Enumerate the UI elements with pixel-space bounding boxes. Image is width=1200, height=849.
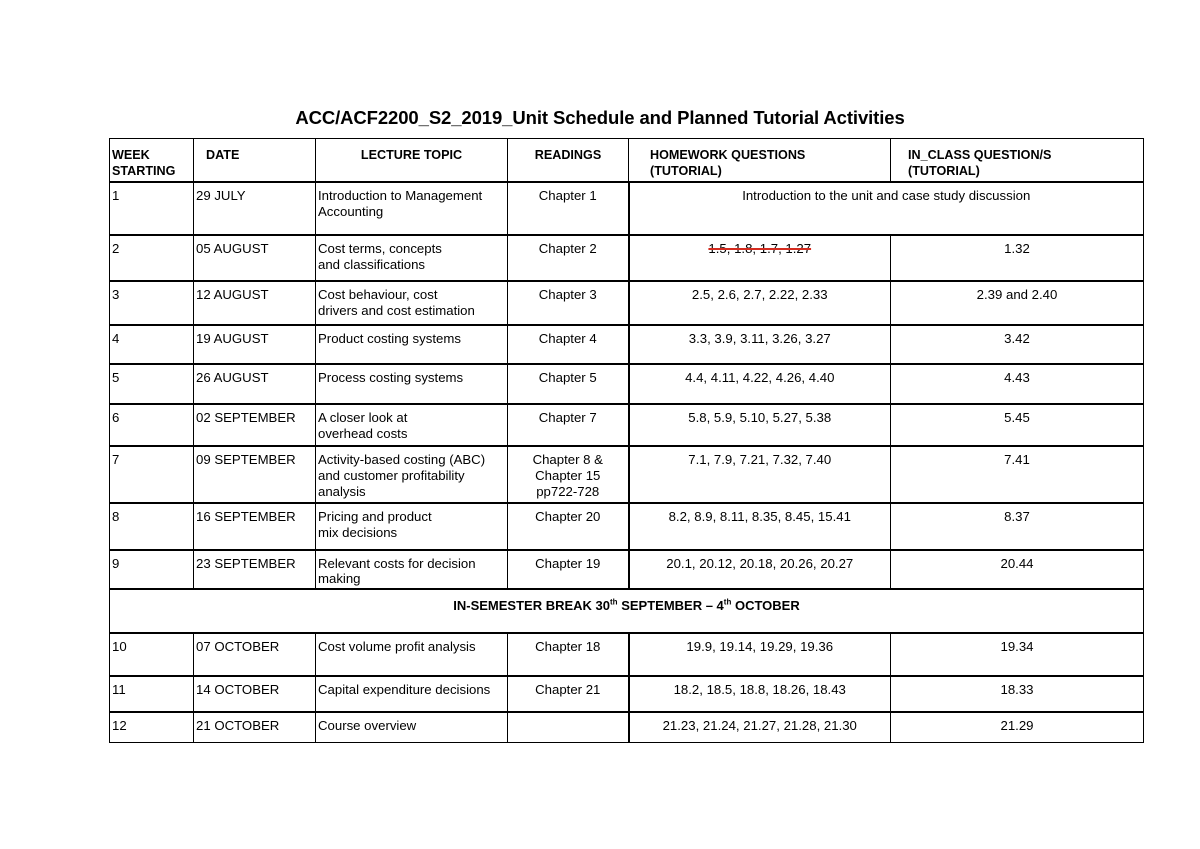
header-inclass: IN_CLASS QUESTION/S (TUTORIAL) xyxy=(891,139,1144,183)
date-cell: 23 SEPTEMBER xyxy=(194,550,316,589)
table-row xyxy=(110,633,1144,676)
week-cell: 6 xyxy=(110,404,194,446)
homework-cell: 7.1, 7.9, 7.21, 7.32, 7.40 xyxy=(629,446,891,503)
week-cell: 12 xyxy=(110,712,194,742)
homework-cell: 19.9, 19.14, 19.29, 19.36 xyxy=(629,633,891,676)
readings-cell: Chapter 8 & Chapter 15 pp722-728 xyxy=(508,446,629,503)
topic-cell: Capital expenditure decisions xyxy=(316,676,508,712)
homework-cell: 18.2, 18.5, 18.8, 18.26, 18.43 xyxy=(629,676,891,712)
inclass-cell: 7.41 xyxy=(891,446,1144,503)
inclass-cell: 8.37 xyxy=(891,503,1144,550)
date-cell: 29 JULY xyxy=(194,182,316,235)
topic-cell: Process costing systems xyxy=(316,364,508,404)
date-cell: 14 OCTOBER xyxy=(194,676,316,712)
header-lecture-topic: LECTURE TOPIC xyxy=(316,139,508,183)
homework-cell: 3.3, 3.9, 3.11, 3.26, 3.27 xyxy=(629,325,891,364)
table-row xyxy=(110,676,1144,712)
homework-cell: 20.1, 20.12, 20.18, 20.26, 20.27 xyxy=(629,550,891,589)
week-cell: 5 xyxy=(110,364,194,404)
week-cell: 9 xyxy=(110,550,194,589)
homework-cell: 8.2, 8.9, 8.11, 8.35, 8.45, 15.41 xyxy=(629,503,891,550)
inclass-cell: 5.45 xyxy=(891,404,1144,446)
topic-cell: Cost behaviour, cost drivers and cost estimation xyxy=(316,281,508,325)
date-cell: 16 SEPTEMBER xyxy=(194,503,316,550)
homework-cell: 4.4, 4.11, 4.22, 4.26, 4.40 xyxy=(629,364,891,404)
topic-cell: Pricing and product mix decisions xyxy=(316,503,508,550)
inclass-cell: 18.33 xyxy=(891,676,1144,712)
unit-schedule-table xyxy=(109,138,1144,743)
merged-activity-cell: Introduction to the unit and case study discussion xyxy=(629,182,1144,235)
readings-cell: Chapter 2 xyxy=(508,235,629,281)
topic-cell: Course overview xyxy=(316,712,508,742)
readings-cell xyxy=(508,712,629,742)
table-row xyxy=(110,712,1144,742)
date-cell: 07 OCTOBER xyxy=(194,633,316,676)
table-row xyxy=(110,404,1144,446)
topic-cell: Cost terms, concepts and classifications xyxy=(316,235,508,281)
week-cell: 1 xyxy=(110,182,194,235)
week-cell: 11 xyxy=(110,676,194,712)
inclass-cell: 2.39 and 2.40 xyxy=(891,281,1144,325)
week-cell: 10 xyxy=(110,633,194,676)
date-cell: 19 AUGUST xyxy=(194,325,316,364)
header-row xyxy=(110,139,1144,183)
header-week: WEEK STARTING xyxy=(110,139,194,183)
inclass-cell: 3.42 xyxy=(891,325,1144,364)
homework-cell xyxy=(629,235,891,281)
date-cell: 05 AUGUST xyxy=(194,235,316,281)
table-row xyxy=(110,281,1144,325)
table-row xyxy=(110,182,1144,235)
homework-cell: 2.5, 2.6, 2.7, 2.22, 2.33 xyxy=(629,281,891,325)
topic-cell: Relevant costs for decision making xyxy=(316,550,508,589)
week-cell: 8 xyxy=(110,503,194,550)
date-cell: 26 AUGUST xyxy=(194,364,316,404)
readings-cell: Chapter 5 xyxy=(508,364,629,404)
date-cell: 21 OCTOBER xyxy=(194,712,316,742)
readings-cell: Chapter 4 xyxy=(508,325,629,364)
semester-break-cell: IN-SEMESTER BREAK 30th SEPTEMBER – 4th OCTOBER xyxy=(110,589,1144,633)
date-cell: 12 AUGUST xyxy=(194,281,316,325)
readings-cell: Chapter 21 xyxy=(508,676,629,712)
table-row xyxy=(110,503,1144,550)
homework-cell: 5.8, 5.9, 5.10, 5.27, 5.38 xyxy=(629,404,891,446)
topic-cell: A closer look at overhead costs xyxy=(316,404,508,446)
date-cell: 09 SEPTEMBER xyxy=(194,446,316,503)
semester-break-row xyxy=(110,589,1144,633)
readings-cell: Chapter 20 xyxy=(508,503,629,550)
header-homework: HOMEWORK QUESTIONS (TUTORIAL) xyxy=(629,139,891,183)
topic-cell: Cost volume profit analysis xyxy=(316,633,508,676)
table-row xyxy=(110,364,1144,404)
inclass-cell: 20.44 xyxy=(891,550,1144,589)
document-title: ACC/ACF2200_S2_2019_Unit Schedule and Planned Tutorial Activities xyxy=(295,107,905,128)
topic-cell: Product costing systems xyxy=(316,325,508,364)
table-row xyxy=(110,235,1144,281)
readings-cell: Chapter 19 xyxy=(508,550,629,589)
topic-cell: Introduction to Management Accounting xyxy=(316,182,508,235)
week-cell: 7 xyxy=(110,446,194,503)
inclass-cell: 1.32 xyxy=(891,235,1144,281)
week-cell: 4 xyxy=(110,325,194,364)
homework-cell: 21.23, 21.24, 21.27, 21.28, 21.30 xyxy=(629,712,891,742)
header-readings: READINGS xyxy=(508,139,629,183)
readings-cell: Chapter 1 xyxy=(508,182,629,235)
topic-cell: Activity-based costing (ABC) and customer profitability analysis xyxy=(316,446,508,503)
week-cell: 2 xyxy=(110,235,194,281)
inclass-cell: 21.29 xyxy=(891,712,1144,742)
table-row xyxy=(110,325,1144,364)
readings-cell: Chapter 18 xyxy=(508,633,629,676)
header-date: DATE xyxy=(194,139,316,183)
readings-cell: Chapter 3 xyxy=(508,281,629,325)
inclass-cell: 19.34 xyxy=(891,633,1144,676)
readings-cell: Chapter 7 xyxy=(508,404,629,446)
inclass-cell: 4.43 xyxy=(891,364,1144,404)
week-cell: 3 xyxy=(110,281,194,325)
struck-homework-text: 1.5, 1.8, 1.7, 1.27 xyxy=(708,241,812,256)
date-cell: 02 SEPTEMBER xyxy=(194,404,316,446)
table-row xyxy=(110,446,1144,503)
table-row xyxy=(110,550,1144,589)
